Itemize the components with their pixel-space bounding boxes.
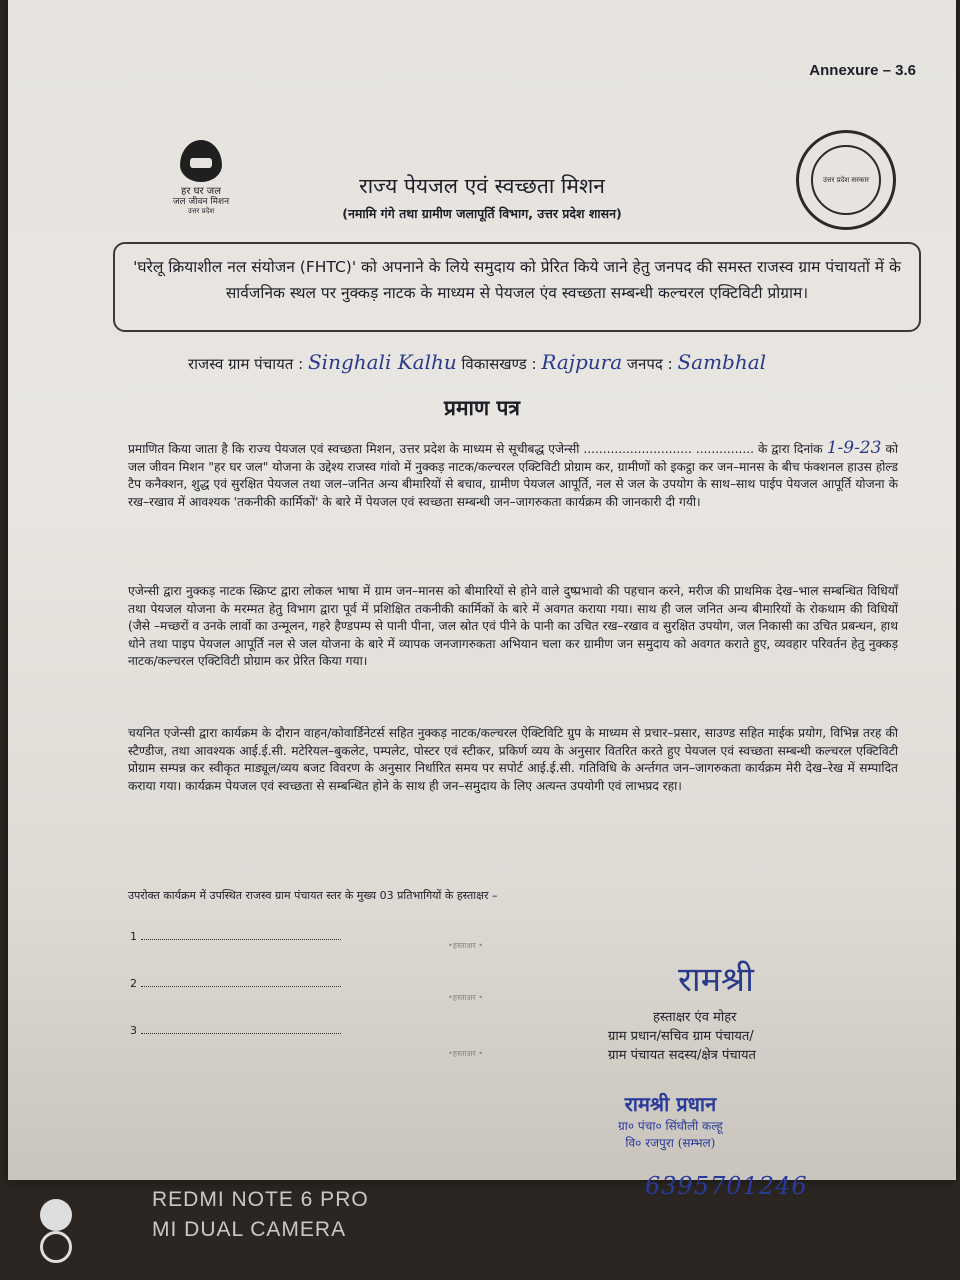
watermark-text: [152, 1185, 369, 1245]
para1-text-a: प्रमाणित किया जाता है कि राज्य पेयजल एवं स्वच्छता मिशन, उत्तर प्रदेश के माध्यम से सूचीबद्ध एजेन्सी ............................ ............... के द्वारा दिनांक: [128, 442, 823, 456]
document-page: [8, 0, 956, 1180]
watermark-line-1: REDMI NOTE 6 PRO: [152, 1188, 369, 1211]
paragraph-2: एजेन्सी द्वारा नुक्कड़ नाटक स्क्रिप्ट द्वारा लोकल भाषा में ग्राम जन–मानस को बीमारियों से होने वाले दुष्प्रभावो की पहचान करने, मरीज की प्राथमिक देख–भाल सम्बन्धित विधियाँ तथा पेयजल योजना के मरम्मत हेतु विभाग द्वारा पूर्व में प्रशिक्षित तकनीकी कार्मिकों के बारे में अवगत कराया गया। साथ ही जल जनित अन्य बीमारियों के रोकथाम की विधियों (जैसे –मच्छरों व उनके लार्वो का उन्मूलन, गहरे हैण्डपम्प से पानी पीना, जल स्रोत एवं पीने के पानी का उचित रख–रखाव व सुरक्षित उपयोग, जल निकासी का उचित प्रबन्धन, हाथ धोने तथा पाइप पेयजल आपूर्ति नल से जल योजना के बारे में व्यापक जनजागरुकता अभियान चला कर ग्रामीण जन समुदाय को अवगत कराते हुए, व्यवहार परिवर्तन हेतु नुक्कड़ नाटक/कल्चरल एक्टिविटी प्रोग्राम कर प्रेरित किया गया।: [128, 584, 898, 668]
stamp-line-block: वि० रजपुरा (सम्भल): [625, 1136, 716, 1150]
paragraph-1: [128, 440, 898, 511]
signature-line-3: [130, 1024, 341, 1037]
annexure-label: Annexure – 3.6: [809, 62, 916, 79]
emblem-text: उत्तर प्रदेश सरकार: [811, 145, 881, 215]
stamp-line-2: ग्राम प्रधान/सचिव ग्राम पंचायत/: [608, 1029, 754, 1044]
signatory-block: [608, 1008, 756, 1065]
handwritten-signature: रामश्री: [678, 960, 754, 1000]
handwritten-phone: 6395701246: [645, 1172, 808, 1200]
program-description-box: 'घरेलू क्रियाशील नल संयोजन (FHTC)' को अपनाने के लिये समुदाय को प्रेरित किये जाने हेतु जनपद की समस्त राजस्व ग्राम पंचायतों में के सार्वजनिक स्थल पर नुक्कड़ नाटक के माध्यम से पेयजल एंव स्वच्छता सम्बन्धी कल्चरल एक्टिविटी प्रोग्राम।: [113, 242, 921, 332]
logo-text-2: जल जीवन मिशन: [172, 197, 230, 207]
panchayat-value: Singhali Kalhu: [307, 350, 457, 374]
district-value: Sambhal: [677, 350, 767, 374]
signature-number: 2: [130, 977, 137, 990]
signature-hint: •हस्ताक्षर •: [448, 993, 483, 1002]
signature-number: 3: [130, 1024, 137, 1037]
paragraph-4: उपरोक्त कार्यक्रम में उपस्थित राजस्व ग्राम पंचायत स्तर के मुख्य 03 प्रतिभागियों के हस्ताक्षर –: [128, 889, 498, 902]
signature-number: 1: [130, 930, 137, 943]
signature-hint: •हस्ताक्षर •: [448, 1049, 483, 1058]
signature-hint: •हस्ताक्षर •: [448, 941, 483, 950]
para1-text-b: को जल जीवन मिशन "हर घर जल" योजना के उद्देश्य राजस्व गांवो में नुक्कड़ नाटक/कल्चरल एक्टिविटी प्रोग्राम कर, ग्रामीणों को इकट्ठा कर जन–मानस के बीच फंक्शनल हाउस होल्ड टैप कनैक्शन, शुद्ध एवं सुरक्षित पेयजल तथा जल–जनित अन्य बीमारियों से बचाव, ग्रामीण पेयजल आपूर्ति, नल से जल के उपयोग के साथ–साथ पाईप पेयजल आपूर्ति योजना के रख–रखाव में आवश्यक 'तकनीकी कार्मिकों' के बारे में पेयजल एवं स्वच्छता सम्बन्धी जन–जागरुकता कार्यक्रम की जानकारी दी गयी।: [128, 442, 899, 509]
block-label: विकासखण्ड :: [461, 355, 537, 373]
stamp-line-1: हस्ताक्षर एंव मोहर: [653, 1010, 737, 1025]
logo-text-1: हर घर जल: [181, 186, 221, 197]
stamp-line-village: ग्रा० पंचा० सिंघौली कल्हू: [618, 1119, 723, 1133]
paragraph-3: चयनित एजेन्सी द्वारा कार्यक्रम के दौरान वाहन/कोवार्डिनेटर्स सहित नुक्कड़ नाटक/कल्चरल ऐक्टिविटि ग्रुप के माध्यम से प्रचार–प्रसार, साउण्ड सहित माईक प्रयोग, विभिन्न तरह की स्टैण्डीज, तथा आवश्यक आई.ई.सी. मटेरियल–बुकलेट, पम्पलेट, पोस्टर एवं स्टीकर, प्रकिर्ण व्यय के अनुसार वितरित करते हुए पेयजल एवं स्वच्छता सम्बन्धी कल्चरल एक्टिविटी प्रोग्राम सम्पन्न कर स्वीकृत माड्यूल/व्यय बजट विवरण के अनुसार निर्धारित समय पर सपोर्ट आई.ई.सी. गतिविधि के अर्न्तगत जन–जागरुकता कार्यक्रम मेरी देख–रेख में सम्पादित कराया गया। कार्यक्रम पेयजल एवं स्वच्छता से सम्बन्धित होने के साथ ही जन–समुदाय के लिए अत्यन्त उपयोगी एवं लाभप्रद रहा।: [128, 726, 898, 793]
mission-title: राज्य पेयजल एवं स्वच्छता मिशन: [359, 174, 605, 198]
camera-dots-icon: [40, 1199, 78, 1263]
mission-subtitle: (नमामि गंगे तथा ग्रामीण जलापूर्ति विभाग, उत्तर प्रदेश शासन): [342, 206, 622, 221]
stamp-line-3: ग्राम पंचायत सदस्य/क्षेत्र पंचायत: [608, 1048, 756, 1063]
logo-text-3: उत्तर प्रदेश: [187, 207, 215, 215]
panchayat-label: राजस्व ग्राम पंचायत :: [188, 355, 304, 373]
location-fields: [188, 350, 908, 374]
pradhan-stamp: [618, 1090, 723, 1151]
stamp-name: रामश्री प्रधान: [624, 1092, 717, 1116]
signature-line-2: [130, 977, 341, 990]
block-value: Rajpura: [541, 350, 623, 374]
signature-line-1: [130, 930, 341, 943]
district-label: जनपद :: [626, 355, 673, 373]
certificate-title: प्रमाण पत्र: [444, 396, 520, 420]
watermark-line-2: MI DUAL CAMERA: [152, 1218, 347, 1241]
para1-date: 1-9-23: [826, 438, 882, 458]
